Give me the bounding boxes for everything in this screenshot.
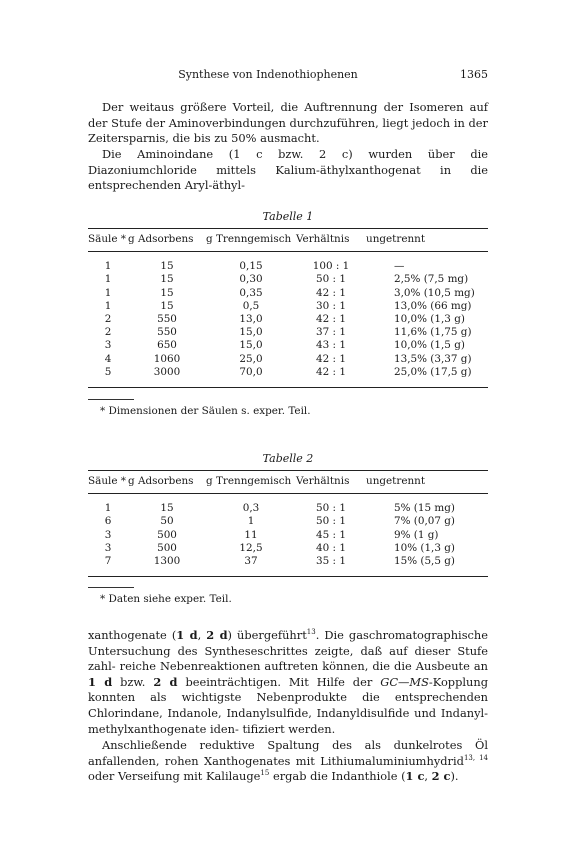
text-line: wichtigste Nebenprodukte die entsprechenden Chlorindane, Indanole, — [88, 690, 488, 720]
table-cell: 15 — [160, 286, 174, 299]
table-cell: 50 : 1 — [316, 273, 346, 286]
table-cell: 12,5 — [239, 541, 263, 554]
table1-body — [88, 252, 488, 388]
table-cell: 15% (5,5 g) — [394, 555, 455, 568]
table2-body — [88, 494, 488, 577]
text-line: Untersuchung des Syntheseschrittes zeigte, daß auf dieser Stufe zahl- — [88, 643, 488, 674]
column-header: g Trenngemisch — [206, 475, 292, 487]
column-header: Säule * — [88, 475, 126, 487]
column-header: g Adsorbens — [128, 233, 194, 245]
table-cell: 15 — [160, 299, 174, 312]
table1-footnote-rule — [88, 399, 134, 400]
table-cell: 50 : 1 — [316, 502, 346, 515]
table-cell: 13,0 — [239, 313, 263, 326]
table-cell: 1 — [104, 260, 112, 273]
table-row — [88, 313, 488, 326]
table-cell: 7% (0,07 g) — [394, 515, 455, 528]
column-header: Verhältnis — [296, 233, 350, 245]
table2 — [88, 470, 488, 577]
table-cell: 0,15 — [239, 260, 263, 273]
table-cell: 42 : 1 — [316, 352, 346, 365]
table-cell: 3 — [104, 528, 112, 541]
table-cell: 15 — [160, 273, 174, 286]
table-cell: 3 — [104, 541, 112, 554]
table2-footnote-rule — [88, 587, 134, 588]
table-cell: 1300 — [153, 555, 181, 568]
table2-header-row — [88, 471, 488, 494]
table-cell: 42 : 1 — [316, 365, 346, 378]
text-line: Indanylsulfide, Indanyldisulfide und Indanyl-methylxanthogenate iden- — [88, 705, 489, 736]
table-cell: 25,0 — [239, 352, 263, 365]
table-row — [88, 326, 488, 339]
table-cell: 550 — [157, 313, 177, 326]
table-cell: 4 — [104, 352, 112, 365]
table-cell: 0,5 — [242, 299, 260, 312]
table-cell: 15 — [160, 502, 174, 515]
table-cell: 25,0% (17,5 g) — [394, 365, 472, 378]
table-cell: 1060 — [153, 352, 181, 365]
table-row — [88, 494, 488, 516]
table-cell: 10,0% (1,5 g) — [394, 339, 465, 352]
column-header: ungetrennt — [366, 475, 426, 487]
text-line-rich: xanthogenate (1 d, 2 d) übergeführt$^{13}$. Die gaschromatographische — [88, 628, 488, 642]
table-row — [88, 353, 488, 366]
text-line-rich: mit Kalilauge$^{15}$ ergab die Indanthiole (1 c, 2 c). — [183, 769, 459, 784]
table1-footnote: * Dimensionen der Säulen s. exper. Teil. — [100, 405, 311, 417]
table-cell: 15 — [160, 260, 174, 273]
table-row — [88, 287, 488, 300]
table2-caption: Tabelle 2 — [262, 452, 314, 465]
text-line: Die Aminoindane (1 c bzw. 2 c) wurden über die Diazoniumchloride — [88, 147, 488, 177]
text-line: Der weitaus größere Vorteil, die Auftrennung der Isomeren auf — [102, 100, 488, 114]
table-cell: 15,0 — [239, 326, 263, 339]
text-line: Anschließende reduktive Spaltung des als dunkelrotes Öl anfallenden, — [88, 738, 488, 768]
column-header: Verhältnis — [296, 475, 350, 487]
column-header: Säule * — [88, 233, 126, 245]
table-cell: 1 — [247, 515, 255, 528]
table-cell: 11 — [244, 528, 258, 541]
body-paragraph-1 — [88, 628, 488, 737]
column-header: ungetrennt — [366, 233, 426, 245]
table-cell: 5 — [104, 365, 112, 378]
table2-footnote: * Daten siehe exper. Teil. — [100, 593, 232, 605]
table-cell: 500 — [157, 541, 177, 554]
table-cell: 0,30 — [239, 273, 263, 286]
table-cell: 13,5% (3,37 g) — [394, 352, 472, 365]
text-line-rich: 2 d beeinträchtigen. Mit Hilfe der GC—MS-Kopplung konnten als — [88, 674, 488, 705]
table-row — [88, 529, 488, 542]
intro-paragraph-1 — [88, 100, 488, 147]
table-cell: 7 — [104, 555, 112, 568]
table-cell: 2,5% (7,5 mg) — [394, 273, 469, 286]
running-head-title: Synthese von Indenothiophenen — [178, 68, 358, 81]
table-cell: — — [394, 260, 405, 273]
text-line: tifiziert werden. — [242, 721, 336, 736]
table-cell: 5% (15 mg) — [394, 502, 455, 515]
running-head — [88, 68, 488, 84]
table-cell: 1 — [104, 286, 112, 299]
table-cell: 9% (1 g) — [394, 528, 439, 541]
table-cell: 0,35 — [239, 286, 263, 299]
table-cell: 35 : 1 — [316, 555, 346, 568]
text-line: mittels Kalium-äthylxanthogenat in die entsprechenden Aryl-äthyl- — [88, 162, 489, 193]
table-cell: 42 : 1 — [316, 286, 346, 299]
text-line-rich: reiche Nebenreaktionen auftreten können, die die Ausbeute an 1 d bzw. — [88, 659, 488, 689]
table1-header-row — [88, 229, 488, 252]
text-line: Zeitersparnis, die bis zu 50% ausmacht. — [88, 131, 320, 146]
table-row — [88, 252, 488, 274]
table-cell: 3,0% (10,5 mg) — [394, 286, 475, 299]
table-cell: 30 : 1 — [316, 299, 346, 312]
table1-caption: Tabelle 1 — [262, 210, 314, 223]
table-cell: 1 — [104, 273, 112, 286]
table-cell: 10% (1,3 g) — [394, 541, 455, 554]
table-cell: 2 — [104, 313, 112, 326]
table-cell: 37 : 1 — [316, 326, 346, 339]
table-row — [88, 339, 488, 352]
table-cell: 0,3 — [242, 502, 260, 515]
table-cell: 3000 — [153, 365, 181, 378]
table-cell: 6 — [104, 515, 112, 528]
table-cell: 45 : 1 — [316, 528, 346, 541]
text-line: der Stufe der Aminoverbindungen durchzuführen, liegt jedoch in der — [88, 115, 488, 130]
table-cell: 500 — [157, 528, 177, 541]
table-row — [88, 542, 488, 555]
table-row — [88, 273, 488, 286]
table-row — [88, 300, 488, 313]
table-cell: 1 — [104, 502, 112, 515]
table-cell: 50 — [160, 515, 174, 528]
table-cell: 100 : 1 — [312, 260, 350, 273]
table-cell: 40 : 1 — [316, 541, 346, 554]
table-row — [88, 555, 488, 577]
table-cell: 42 : 1 — [316, 313, 346, 326]
table-cell: 50 : 1 — [316, 515, 346, 528]
table-cell: 3 — [104, 339, 112, 352]
table-row — [88, 515, 488, 528]
column-header: g Trenngemisch — [206, 233, 292, 245]
text-line-rich: rohen Xanthogenates mit Lithiumaluminiumhydrid$^{13, 14}$ oder Verseifung — [88, 753, 489, 784]
table-cell: 11,6% (1,75 g) — [394, 326, 472, 339]
table-cell: 1 — [104, 299, 112, 312]
column-header: g Adsorbens — [128, 475, 194, 487]
table-cell: 15,0 — [239, 339, 263, 352]
body-paragraph-2 — [88, 738, 488, 785]
table-cell: 13,0% (66 mg) — [394, 299, 472, 312]
table-cell: 10,0% (1,3 g) — [394, 313, 465, 326]
table-cell: 43 : 1 — [316, 339, 346, 352]
table-cell: 37 — [244, 555, 258, 568]
table-row — [88, 366, 488, 388]
table-cell: 70,0 — [239, 365, 263, 378]
intro-paragraph-2 — [88, 147, 488, 194]
page-number: 1365 — [460, 68, 488, 81]
table-cell: 550 — [157, 326, 177, 339]
table-cell: 2 — [104, 326, 112, 339]
table1 — [88, 228, 488, 388]
table-cell: 650 — [157, 339, 177, 352]
